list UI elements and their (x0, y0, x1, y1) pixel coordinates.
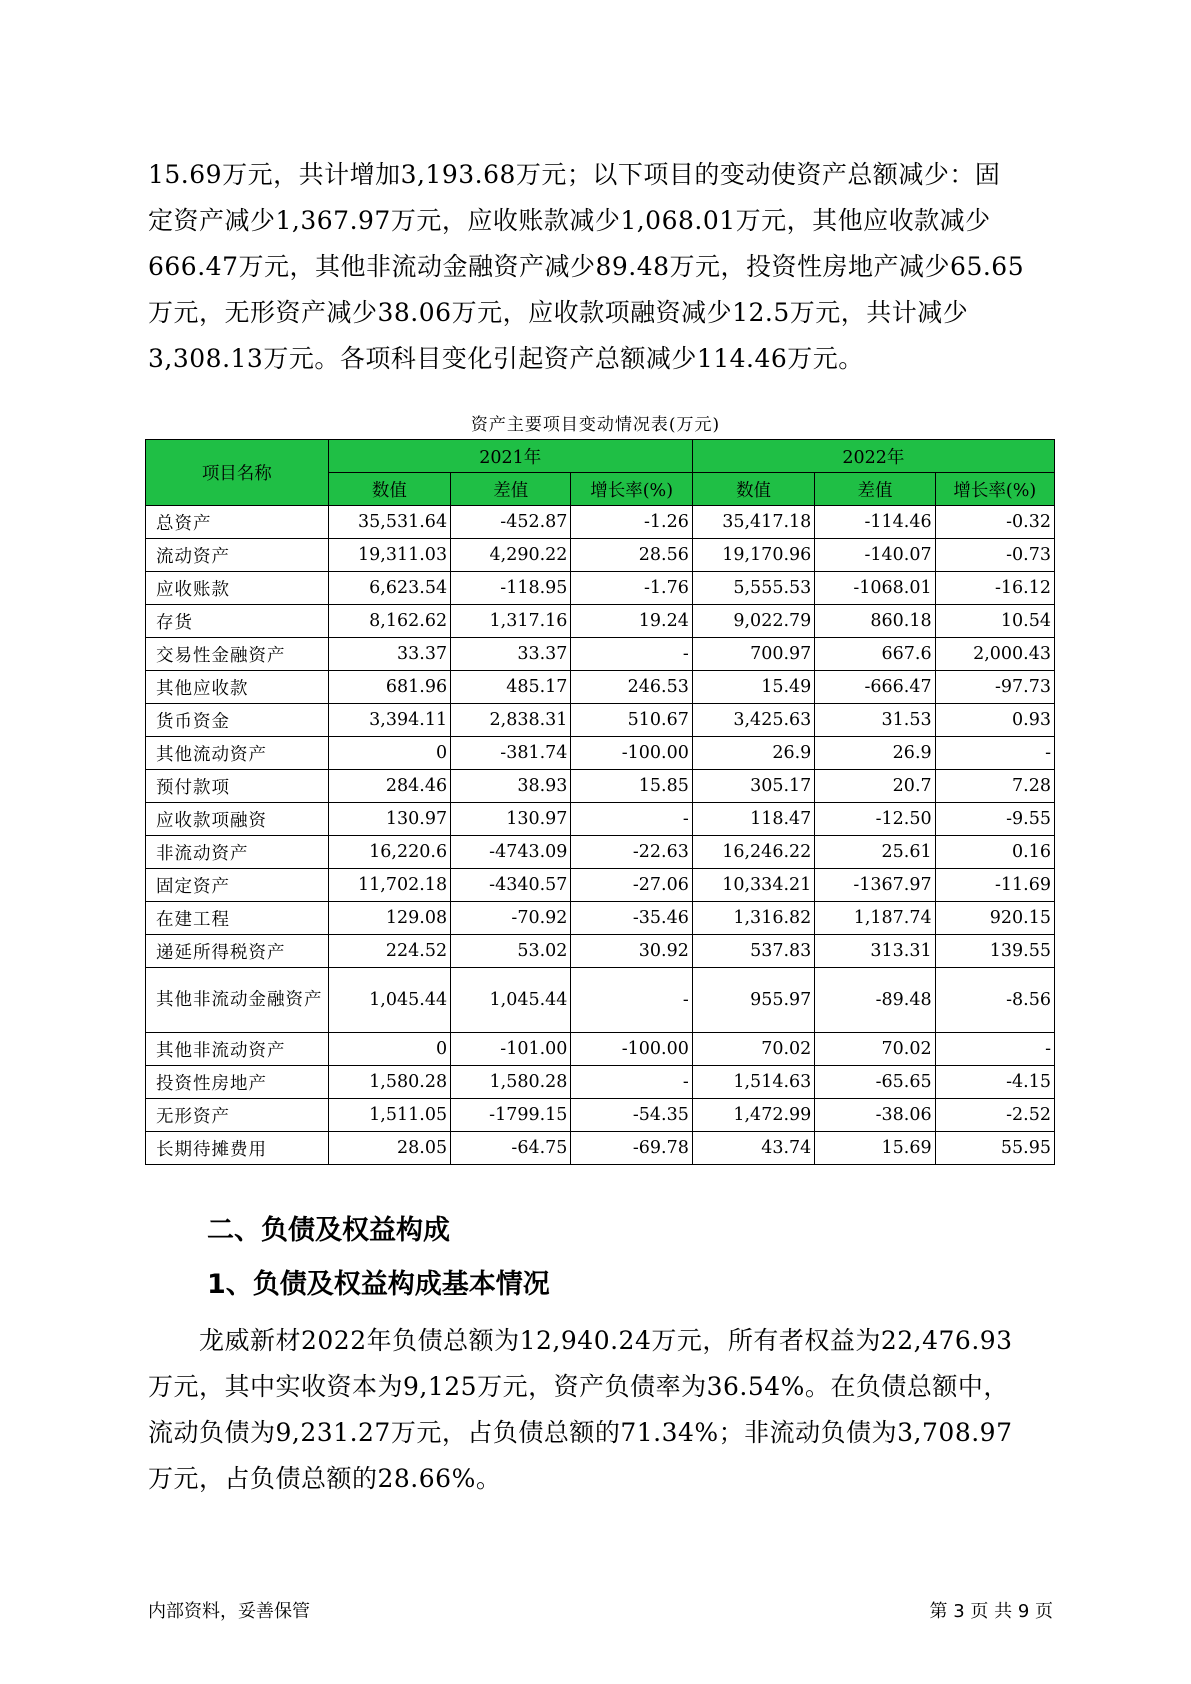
text-line: 万元，占负债总额的28.66%。 (148, 1464, 502, 1493)
row-value-cell: - (571, 1066, 692, 1099)
row-item-name: 递延所得税资产 (146, 935, 329, 968)
row-value-cell: 33.37 (328, 638, 450, 671)
row-value-cell: -22.63 (571, 836, 692, 869)
row-value-cell: 19,170.96 (692, 539, 814, 572)
row-value-cell: 35,531.64 (328, 506, 450, 539)
subheader-growth: 增长率(%) (935, 473, 1054, 506)
row-value-cell: 26.9 (692, 737, 814, 770)
table-row (146, 935, 1055, 968)
row-value-cell: 1,316.82 (692, 902, 814, 935)
subheader-diff: 差值 (815, 473, 935, 506)
row-value-cell: 667.6 (815, 638, 935, 671)
row-value-cell: 16,246.22 (692, 836, 814, 869)
row-item-name: 应收账款 (146, 572, 329, 605)
row-value-cell: 4,290.22 (451, 539, 571, 572)
header-year-2022: 2022年 (692, 440, 1054, 473)
subheader-growth: 增长率(%) (571, 473, 692, 506)
row-item-name: 无形资产 (146, 1099, 329, 1132)
row-item-name: 投资性房地产 (146, 1066, 329, 1099)
row-value-cell: 1,472.99 (692, 1099, 814, 1132)
row-value-cell: 681.96 (328, 671, 450, 704)
row-value-cell: -381.74 (451, 737, 571, 770)
row-value-cell: -65.65 (815, 1066, 935, 1099)
row-value-cell: 510.67 (571, 704, 692, 737)
text-line: 15.69万元，共计增加3,193.68万元；以下项目的变动使资产总额减少：固 (148, 160, 1001, 189)
section-heading: 二、负债及权益构成 (207, 1215, 450, 1246)
row-value-cell: 246.53 (571, 671, 692, 704)
table-row (146, 803, 1055, 836)
row-value-cell: -12.50 (815, 803, 935, 836)
row-value-cell: - (571, 638, 692, 671)
table-row (146, 1066, 1055, 1099)
row-value-cell: 284.46 (328, 770, 450, 803)
text-line: 定资产减少1,367.97万元，应收账款减少1,068.01万元，其他应收款减少 (148, 206, 991, 235)
row-value-cell: 1,511.05 (328, 1099, 450, 1132)
row-value-cell: -100.00 (571, 1033, 692, 1066)
row-value-cell: -9.55 (935, 803, 1054, 836)
table-row (146, 902, 1055, 935)
row-value-cell: 139.55 (935, 935, 1054, 968)
table-row (146, 605, 1055, 638)
row-value-cell: 2,000.43 (935, 638, 1054, 671)
text-line: 万元，无形资产减少38.06万元，应收款项融资减少12.5万元，共计减少 (148, 298, 969, 327)
subheader-value: 数值 (328, 473, 450, 506)
row-item-name: 流动资产 (146, 539, 329, 572)
row-item-name: 在建工程 (146, 902, 329, 935)
row-value-cell: -16.12 (935, 572, 1054, 605)
row-value-cell: 16,220.6 (328, 836, 450, 869)
row-value-cell: 31.53 (815, 704, 935, 737)
row-value-cell: -54.35 (571, 1099, 692, 1132)
row-value-cell: -0.32 (935, 506, 1054, 539)
subsection-heading: 1、负债及权益构成基本情况 (207, 1269, 550, 1300)
row-value-cell: 129.08 (328, 902, 450, 935)
row-value-cell: 19,311.03 (328, 539, 450, 572)
row-value-cell: - (571, 803, 692, 836)
row-value-cell: 28.56 (571, 539, 692, 572)
table-row (146, 1132, 1055, 1165)
row-item-name: 其他非流动金融资产 (146, 968, 329, 1033)
table-row (146, 539, 1055, 572)
row-value-cell: 53.02 (451, 935, 571, 968)
footer-confidential-note: 内部资料，妥善保管 (148, 1601, 310, 1622)
row-item-name: 交易性金融资产 (146, 638, 329, 671)
row-value-cell: 313.31 (815, 935, 935, 968)
row-value-cell: 3,425.63 (692, 704, 814, 737)
row-value-cell: 25.61 (815, 836, 935, 869)
row-value-cell: 7.28 (935, 770, 1054, 803)
table-row (146, 737, 1055, 770)
row-value-cell: -1.76 (571, 572, 692, 605)
row-value-cell: 1,187.74 (815, 902, 935, 935)
table-row (146, 638, 1055, 671)
row-item-name: 固定资产 (146, 869, 329, 902)
row-value-cell: 485.17 (451, 671, 571, 704)
row-value-cell: 920.15 (935, 902, 1054, 935)
row-value-cell: 5,555.53 (692, 572, 814, 605)
row-value-cell: 20.7 (815, 770, 935, 803)
row-value-cell: 860.18 (815, 605, 935, 638)
row-value-cell: 0 (328, 1033, 450, 1066)
row-value-cell: 1,580.28 (328, 1066, 450, 1099)
row-value-cell: 28.05 (328, 1132, 450, 1165)
row-item-name: 其他应收款 (146, 671, 329, 704)
row-value-cell: 6,623.54 (328, 572, 450, 605)
row-value-cell: -101.00 (451, 1033, 571, 1066)
row-value-cell: -70.92 (451, 902, 571, 935)
row-value-cell: 15.69 (815, 1132, 935, 1165)
row-item-name: 长期待摊费用 (146, 1132, 329, 1165)
paragraph-liabilities (148, 1318, 1053, 1502)
row-value-cell: 8,162.62 (328, 605, 450, 638)
row-value-cell: 38.93 (451, 770, 571, 803)
row-value-cell: 1,045.44 (451, 968, 571, 1033)
row-value-cell: 305.17 (692, 770, 814, 803)
row-value-cell: 1,514.63 (692, 1066, 814, 1099)
row-value-cell: -2.52 (935, 1099, 1054, 1132)
row-item-name: 货币资金 (146, 704, 329, 737)
header-year-2021: 2021年 (328, 440, 692, 473)
text-line: 龙威新材2022年负债总额为12,940.24万元，所有者权益为22,476.93 (148, 1326, 1013, 1355)
row-value-cell: 3,394.11 (328, 704, 450, 737)
row-value-cell: -69.78 (571, 1132, 692, 1165)
row-value-cell: 2,838.31 (451, 704, 571, 737)
row-value-cell: 19.24 (571, 605, 692, 638)
row-value-cell: 55.95 (935, 1132, 1054, 1165)
row-value-cell: 0.16 (935, 836, 1054, 869)
row-value-cell: - (571, 968, 692, 1033)
row-value-cell: 11,702.18 (328, 869, 450, 902)
row-value-cell: 70.02 (692, 1033, 814, 1066)
table-row (146, 506, 1055, 539)
row-value-cell: -666.47 (815, 671, 935, 704)
row-value-cell: -100.00 (571, 737, 692, 770)
row-value-cell: -114.46 (815, 506, 935, 539)
row-value-cell: -118.95 (451, 572, 571, 605)
row-value-cell: 1,580.28 (451, 1066, 571, 1099)
table-row (146, 1099, 1055, 1132)
row-value-cell: 10,334.21 (692, 869, 814, 902)
row-value-cell: -64.75 (451, 1132, 571, 1165)
row-value-cell: -4743.09 (451, 836, 571, 869)
row-value-cell: -35.46 (571, 902, 692, 935)
row-item-name: 应收款项融资 (146, 803, 329, 836)
table-row (146, 869, 1055, 902)
table-row (146, 704, 1055, 737)
row-value-cell: -27.06 (571, 869, 692, 902)
row-value-cell: 130.97 (328, 803, 450, 836)
row-value-cell: 35,417.18 (692, 506, 814, 539)
row-value-cell: 700.97 (692, 638, 814, 671)
row-value-cell: -0.73 (935, 539, 1054, 572)
row-value-cell: 30.92 (571, 935, 692, 968)
table-row (146, 671, 1055, 704)
row-value-cell: 1,317.16 (451, 605, 571, 638)
row-value-cell: -4.15 (935, 1066, 1054, 1099)
asset-change-table (145, 439, 1055, 1165)
row-value-cell: -97.73 (935, 671, 1054, 704)
row-item-name: 其他非流动资产 (146, 1033, 329, 1066)
row-value-cell: 33.37 (451, 638, 571, 671)
row-value-cell: -4340.57 (451, 869, 571, 902)
paragraph-asset-changes (148, 152, 1053, 382)
row-value-cell: -1068.01 (815, 572, 935, 605)
header-item-name: 项目名称 (146, 440, 329, 506)
row-value-cell: -1799.15 (451, 1099, 571, 1132)
row-value-cell: 70.02 (815, 1033, 935, 1066)
row-value-cell: - (935, 1033, 1054, 1066)
row-value-cell: 26.9 (815, 737, 935, 770)
row-value-cell: - (935, 737, 1054, 770)
row-value-cell: 1,045.44 (328, 968, 450, 1033)
row-value-cell: -1.26 (571, 506, 692, 539)
row-item-name: 其他流动资产 (146, 737, 329, 770)
table-row (146, 1033, 1055, 1066)
row-value-cell: 224.52 (328, 935, 450, 968)
row-value-cell: -8.56 (935, 968, 1054, 1033)
row-value-cell: 15.85 (571, 770, 692, 803)
table-row (146, 770, 1055, 803)
row-value-cell: 118.47 (692, 803, 814, 836)
row-value-cell: 43.74 (692, 1132, 814, 1165)
row-item-name: 存货 (146, 605, 329, 638)
row-value-cell: 955.97 (692, 968, 814, 1033)
row-value-cell: -452.87 (451, 506, 571, 539)
row-value-cell: 10.54 (935, 605, 1054, 638)
table-row (146, 572, 1055, 605)
text-line: 万元，其中实收资本为9,125万元，资产负债率为36.54%。在负债总额中， (148, 1372, 1009, 1401)
row-value-cell: 0.93 (935, 704, 1054, 737)
text-line: 666.47万元，其他非流动金融资产减少89.48万元，投资性房地产减少65.65 (148, 252, 1025, 281)
row-item-name: 总资产 (146, 506, 329, 539)
row-value-cell: -89.48 (815, 968, 935, 1033)
row-value-cell: 15.49 (692, 671, 814, 704)
row-value-cell: -38.06 (815, 1099, 935, 1132)
subheader-value: 数值 (692, 473, 814, 506)
row-value-cell: -11.69 (935, 869, 1054, 902)
table-row (146, 968, 1055, 1033)
row-item-name: 非流动资产 (146, 836, 329, 869)
table-caption: 资产主要项目变动情况表(万元) (470, 415, 721, 435)
footer-page-number: 第 3 页 共 9 页 (929, 1601, 1053, 1622)
text-line: 流动负债为9,231.27万元，占负债总额的71.34%；非流动负债为3,708.97 (148, 1418, 1013, 1447)
row-value-cell: -1367.97 (815, 869, 935, 902)
table-row (146, 836, 1055, 869)
row-value-cell: 130.97 (451, 803, 571, 836)
row-value-cell: 9,022.79 (692, 605, 814, 638)
row-value-cell: 0 (328, 737, 450, 770)
table-body (146, 506, 1055, 1165)
row-item-name: 预付款项 (146, 770, 329, 803)
row-value-cell: -140.07 (815, 539, 935, 572)
row-value-cell: 537.83 (692, 935, 814, 968)
subheader-diff: 差值 (451, 473, 571, 506)
text-line: 3,308.13万元。各项科目变化引起资产总额减少114.46万元。 (148, 344, 864, 373)
